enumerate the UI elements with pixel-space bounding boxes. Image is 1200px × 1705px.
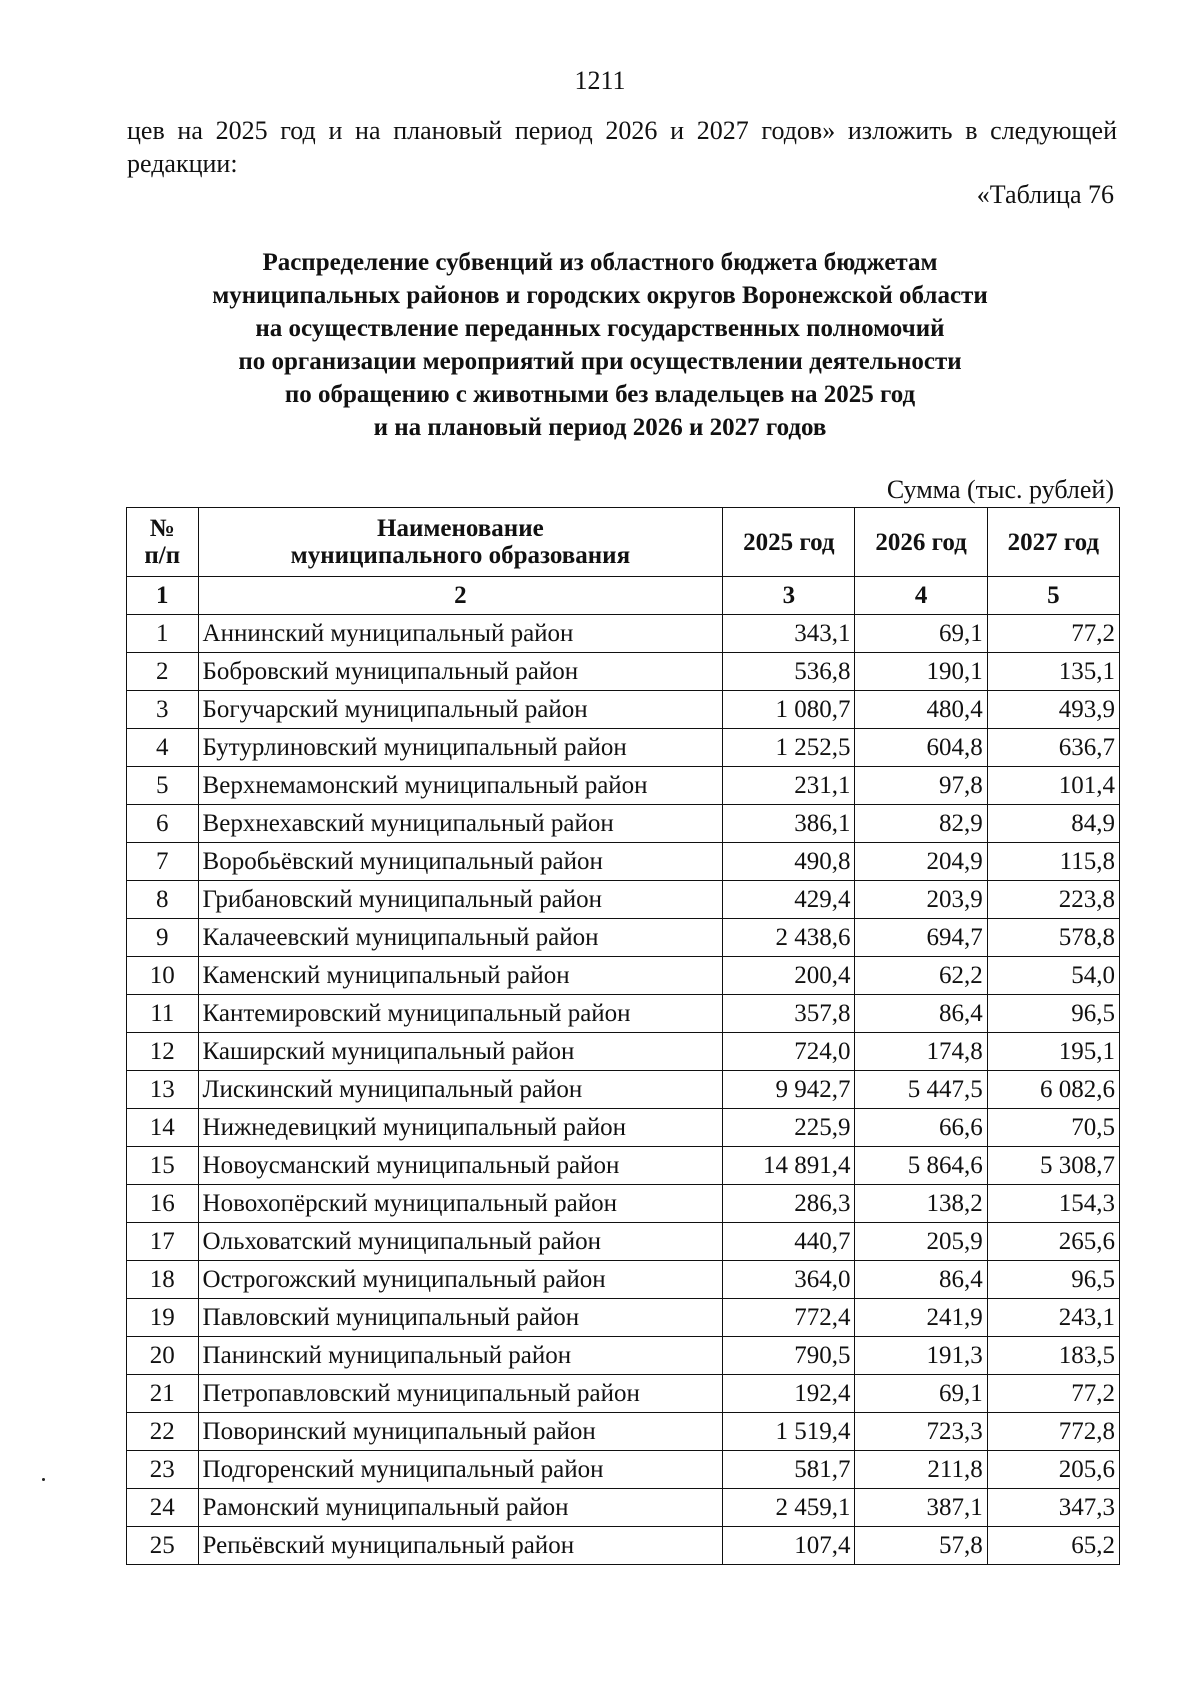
municipality-name: Новохопёрский муниципальный район <box>198 1185 723 1223</box>
column-number: 4 <box>855 577 987 615</box>
value-2025: 9 942,7 <box>723 1071 855 1109</box>
value-2027: 96,5 <box>987 995 1119 1033</box>
value-2026: 86,4 <box>855 995 987 1033</box>
value-2026: 97,8 <box>855 767 987 805</box>
value-2027: 223,8 <box>987 881 1119 919</box>
table-row <box>127 1413 1120 1451</box>
municipality-name: Каменский муниципальный район <box>198 957 723 995</box>
table-row <box>127 919 1120 957</box>
municipality-name: Новоусманский муниципальный район <box>198 1147 723 1185</box>
value-2026: 57,8 <box>855 1527 987 1565</box>
value-2025: 14 891,4 <box>723 1147 855 1185</box>
value-2025: 343,1 <box>723 615 855 653</box>
municipality-name: Панинский муниципальный район <box>198 1337 723 1375</box>
value-2025: 192,4 <box>723 1375 855 1413</box>
value-2026: 241,9 <box>855 1299 987 1337</box>
value-2025: 200,4 <box>723 957 855 995</box>
row-number: 14 <box>127 1109 199 1147</box>
row-number: 23 <box>127 1451 199 1489</box>
value-2026: 480,4 <box>855 691 987 729</box>
units-label: Сумма (тыс. рублей) <box>886 475 1114 504</box>
row-number: 7 <box>127 843 199 881</box>
value-2027: 205,6 <box>987 1451 1119 1489</box>
title-line: и на плановый период 2026 и 2027 годов <box>373 414 827 441</box>
table-body <box>127 615 1120 1565</box>
value-2026: 5 864,6 <box>855 1147 987 1185</box>
table-row <box>127 1223 1120 1261</box>
value-2026: 723,3 <box>855 1413 987 1451</box>
value-2025: 490,8 <box>723 843 855 881</box>
municipality-name: Петропавловский муниципальный район <box>198 1375 723 1413</box>
row-number: 22 <box>127 1413 199 1451</box>
value-2026: 211,8 <box>855 1451 987 1489</box>
row-number: 21 <box>127 1375 199 1413</box>
row-number: 9 <box>127 919 199 957</box>
title-line: муниципальных районов и городских округов Воронежской области <box>212 282 988 309</box>
table-row <box>127 1147 1120 1185</box>
row-number: 3 <box>127 691 199 729</box>
row-number: 19 <box>127 1299 199 1337</box>
header-number: № п/п <box>127 508 199 577</box>
municipality-name: Лискинский муниципальный район <box>198 1071 723 1109</box>
municipality-name: Репьёвский муниципальный район <box>198 1527 723 1565</box>
table-row <box>127 805 1120 843</box>
table-row <box>127 1261 1120 1299</box>
value-2026: 203,9 <box>855 881 987 919</box>
title-line: по обращению с животными без владельцев на 2025 год <box>284 381 916 408</box>
title-line: по организации мероприятий при осуществлении деятельности <box>238 348 962 375</box>
value-2025: 1 519,4 <box>723 1413 855 1451</box>
value-2027: 6 082,6 <box>987 1071 1119 1109</box>
value-2026: 204,9 <box>855 843 987 881</box>
row-number: 25 <box>127 1527 199 1565</box>
value-2025: 357,8 <box>723 995 855 1033</box>
value-2025: 286,3 <box>723 1185 855 1223</box>
column-number: 5 <box>987 577 1119 615</box>
table-row <box>127 881 1120 919</box>
column-number: 3 <box>723 577 855 615</box>
table-row <box>127 1185 1120 1223</box>
table-label: «Таблица 76 <box>976 180 1114 209</box>
municipality-name: Богучарский муниципальный район <box>198 691 723 729</box>
table-row <box>127 1489 1120 1527</box>
value-2027: 101,4 <box>987 767 1119 805</box>
municipality-name: Аннинский муниципальный район <box>198 615 723 653</box>
table-header-row <box>127 508 1120 577</box>
table-row <box>127 1109 1120 1147</box>
value-2026: 387,1 <box>855 1489 987 1527</box>
table-row <box>127 843 1120 881</box>
municipality-name: Нижнедевицкий муниципальный район <box>198 1109 723 1147</box>
document-title <box>100 246 1100 444</box>
row-number: 10 <box>127 957 199 995</box>
value-2026: 604,8 <box>855 729 987 767</box>
row-number: 1 <box>127 615 199 653</box>
value-2027: 77,2 <box>987 615 1119 653</box>
title-line: Распределение субвенций из областного бюджета бюджетам <box>262 249 938 276</box>
value-2025: 225,9 <box>723 1109 855 1147</box>
municipality-name: Калачеевский муниципальный район <box>198 919 723 957</box>
table-row <box>127 1299 1120 1337</box>
row-number: 12 <box>127 1033 199 1071</box>
table-row <box>127 615 1120 653</box>
value-2027: 154,3 <box>987 1185 1119 1223</box>
value-2025: 2 438,6 <box>723 919 855 957</box>
municipality-name: Воробьёвский муниципальный район <box>198 843 723 881</box>
value-2026: 82,9 <box>855 805 987 843</box>
municipality-name: Острогожский муниципальный район <box>198 1261 723 1299</box>
row-number: 16 <box>127 1185 199 1223</box>
row-number: 8 <box>127 881 199 919</box>
header-2026: 2026 год <box>855 508 987 577</box>
value-2027: 70,5 <box>987 1109 1119 1147</box>
value-2027: 636,7 <box>987 729 1119 767</box>
value-2025: 772,4 <box>723 1299 855 1337</box>
municipality-name: Подгоренский муниципальный район <box>198 1451 723 1489</box>
value-2027: 84,9 <box>987 805 1119 843</box>
value-2027: 77,2 <box>987 1375 1119 1413</box>
value-2027: 115,8 <box>987 843 1119 881</box>
scan-speck <box>42 1478 45 1481</box>
municipality-name: Верхнемамонский муниципальный район <box>198 767 723 805</box>
column-number-row <box>127 577 1120 615</box>
row-number: 6 <box>127 805 199 843</box>
municipality-name: Грибановский муниципальный район <box>198 881 723 919</box>
table-row <box>127 767 1120 805</box>
table-row <box>127 691 1120 729</box>
value-2026: 86,4 <box>855 1261 987 1299</box>
row-number: 15 <box>127 1147 199 1185</box>
value-2025: 231,1 <box>723 767 855 805</box>
table-row <box>127 1451 1120 1489</box>
value-2027: 5 308,7 <box>987 1147 1119 1185</box>
value-2025: 429,4 <box>723 881 855 919</box>
value-2025: 440,7 <box>723 1223 855 1261</box>
header-name: Наименование муниципального образования <box>198 508 723 577</box>
value-2027: 195,1 <box>987 1033 1119 1071</box>
value-2026: 62,2 <box>855 957 987 995</box>
value-2027: 243,1 <box>987 1299 1119 1337</box>
value-2026: 66,6 <box>855 1109 987 1147</box>
row-number: 18 <box>127 1261 199 1299</box>
value-2025: 581,7 <box>723 1451 855 1489</box>
value-2027: 54,0 <box>987 957 1119 995</box>
municipality-name: Каширский муниципальный район <box>198 1033 723 1071</box>
value-2026: 69,1 <box>855 1375 987 1413</box>
value-2027: 96,5 <box>987 1261 1119 1299</box>
column-number: 2 <box>198 577 723 615</box>
municipality-name: Бобровский муниципальный район <box>198 653 723 691</box>
table-row <box>127 653 1120 691</box>
table-row <box>127 957 1120 995</box>
table-row <box>127 1071 1120 1109</box>
municipality-name: Бутурлиновский муниципальный район <box>198 729 723 767</box>
value-2025: 724,0 <box>723 1033 855 1071</box>
row-number: 17 <box>127 1223 199 1261</box>
value-2027: 135,1 <box>987 653 1119 691</box>
value-2025: 386,1 <box>723 805 855 843</box>
value-2027: 183,5 <box>987 1337 1119 1375</box>
row-number: 11 <box>127 995 199 1033</box>
value-2026: 694,7 <box>855 919 987 957</box>
value-2026: 205,9 <box>855 1223 987 1261</box>
value-2026: 69,1 <box>855 615 987 653</box>
value-2026: 138,2 <box>855 1185 987 1223</box>
table-row <box>127 1033 1120 1071</box>
intro-paragraph: цев на 2025 год и на плановый период 2026 и 2027 годов» изложить в следующей редакции: <box>127 116 1117 178</box>
municipality-name: Кантемировский муниципальный район <box>198 995 723 1033</box>
column-number: 1 <box>127 577 199 615</box>
table-row <box>127 995 1120 1033</box>
value-2025: 107,4 <box>723 1527 855 1565</box>
value-2026: 174,8 <box>855 1033 987 1071</box>
value-2025: 1 252,5 <box>723 729 855 767</box>
header-2025: 2025 год <box>723 508 855 577</box>
row-number: 20 <box>127 1337 199 1375</box>
municipality-name: Верхнехавский муниципальный район <box>198 805 723 843</box>
value-2026: 5 447,5 <box>855 1071 987 1109</box>
value-2027: 578,8 <box>987 919 1119 957</box>
municipality-name: Рамонский муниципальный район <box>198 1489 723 1527</box>
municipality-name: Поворинский муниципальный район <box>198 1413 723 1451</box>
row-number: 13 <box>127 1071 199 1109</box>
row-number: 5 <box>127 767 199 805</box>
row-number: 24 <box>127 1489 199 1527</box>
subsidy-table <box>126 507 1120 1565</box>
value-2027: 65,2 <box>987 1527 1119 1565</box>
value-2027: 493,9 <box>987 691 1119 729</box>
value-2027: 347,3 <box>987 1489 1119 1527</box>
page-number: 1211 <box>574 66 626 95</box>
value-2027: 265,6 <box>987 1223 1119 1261</box>
value-2027: 772,8 <box>987 1413 1119 1451</box>
municipality-name: Ольховатский муниципальный район <box>198 1223 723 1261</box>
value-2026: 191,3 <box>855 1337 987 1375</box>
table-row <box>127 1375 1120 1413</box>
municipality-name: Павловский муниципальный район <box>198 1299 723 1337</box>
value-2025: 364,0 <box>723 1261 855 1299</box>
table-row <box>127 729 1120 767</box>
row-number: 4 <box>127 729 199 767</box>
title-line: на осуществление переданных государственных полномочий <box>255 315 945 342</box>
table-row <box>127 1337 1120 1375</box>
value-2025: 790,5 <box>723 1337 855 1375</box>
row-number: 2 <box>127 653 199 691</box>
table-row <box>127 1527 1120 1565</box>
header-2027: 2027 год <box>987 508 1119 577</box>
value-2025: 536,8 <box>723 653 855 691</box>
value-2025: 2 459,1 <box>723 1489 855 1527</box>
value-2026: 190,1 <box>855 653 987 691</box>
value-2025: 1 080,7 <box>723 691 855 729</box>
